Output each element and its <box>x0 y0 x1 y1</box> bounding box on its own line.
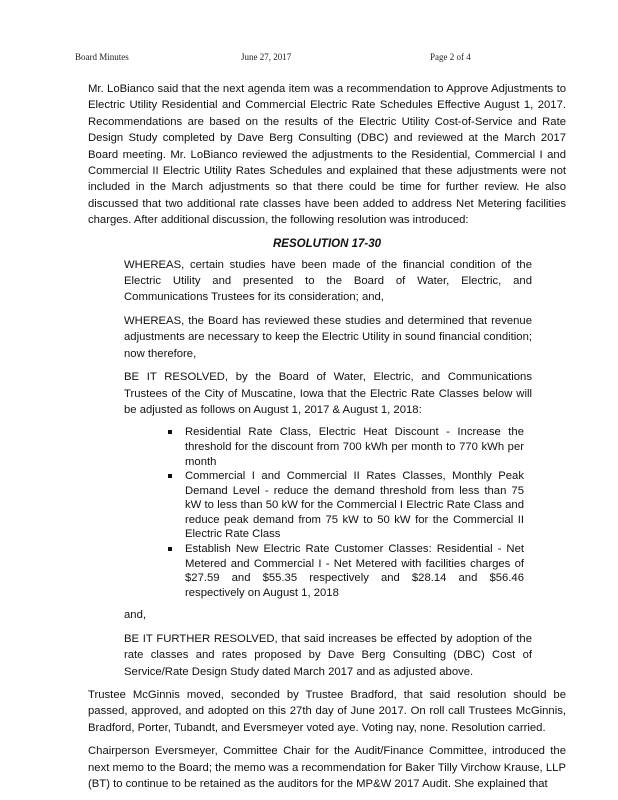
audit-paragraph: Chairperson Eversmeyer, Committee Chair for the Audit/Finance Committee, introduced the next memo to the Board; the memo was a recommendation for Baker Tilly Virchow Krause, LLP (BT) to continue to be retained as the auditors for the MP&W 2017 Audit. She explained that <box>88 745 566 791</box>
header-page: Page 2 of 4 <box>430 52 471 62</box>
document-body <box>88 81 566 800</box>
header-left: Board Minutes <box>75 52 129 62</box>
be-it-resolved: BE IT RESOLVED, by the Board of Water, Electric, and Communications Trustees of the City of Muscatine, Iowa that the Electric Rate Classes below will be adjusted as follows on August 1, 2017 & August 1, 2018: <box>124 371 532 416</box>
intro-paragraph: Mr. LoBianco said that the next agenda item was a recommendation to Approve Adjustments to Electric Utility Residential and Commercial Electric Rate Schedules Effective August 1, 2017. Recommendations are based on the results of the Electric Utility Cost-of-Service and Rate Design Study completed by Dave Berg Consulting (DBC) and reviewed at the March 2017 Board meeting. Mr. LoBianco reviewed the adjustments to the Residential, Commercial I and Commercial II Electric Utility Rates Schedules and explained that these adjustments were not included in the March adjustments so that there could be time for further review. He also discussed that two additional rate classes have been added to address Net Metering facilities charges. After additional discussion, the following resolution was introduced: <box>88 83 566 227</box>
list-item: Commercial I and Commercial II Rates Classes, Monthly Peak Demand Level - reduce the demand threshold from less than 75 kW to less than 50 kW for the Commercial I Electric Rate Class and reduce peak demand from 75 kW to 50 kW for the Commercial II Electric Rate Class <box>168 469 524 542</box>
and-text: and, <box>124 609 146 622</box>
resolution-title: RESOLUTION 17-30 <box>273 237 381 250</box>
rate-adjustments-list <box>168 425 524 600</box>
be-it-further-resolved: BE IT FURTHER RESOLVED, that said increases be effected by adoption of the rate classes and rates proposed by Dave Berg Consulting (DBC) Cost of Service/Rate Design Study dated March 2017 and as adjusted above. <box>124 632 532 678</box>
motion-paragraph: Trustee McGinnis moved, seconded by Trustee Bradford, that said resolution should be passed, approved, and adopted on this 27th day of June 2017. On roll call Trustees McGinnis, Bradford, Porter, Tubandt, and Eversmeyer voted aye. Voting nay, none. Resolution carried. <box>88 689 566 734</box>
list-item: Residential Rate Class, Electric Heat Discount - Increase the threshold for the discount from 700 kWh per month to 770 kWh per month <box>168 425 524 469</box>
whereas-2: WHEREAS, the Board has reviewed these studies and determined that revenue adjustments are necessary to keep the Electric Utility in sound financial condition; now therefore, <box>124 314 532 360</box>
header-date: June 27, 2017 <box>241 52 292 62</box>
whereas-1: WHEREAS, certain studies have been made of the financial condition of the Electric Utility and presented to the Board of Water, Electric, and Communications Trustees for its consideration; and, <box>124 258 532 304</box>
list-item: Establish New Electric Rate Customer Classes: Residential - Net Metered and Commercial I - Net Metered with facilities charges of $27.59 and $55.35 respectively and $28.14 and $56.46 respectively on August 1, 2018 <box>168 542 524 600</box>
